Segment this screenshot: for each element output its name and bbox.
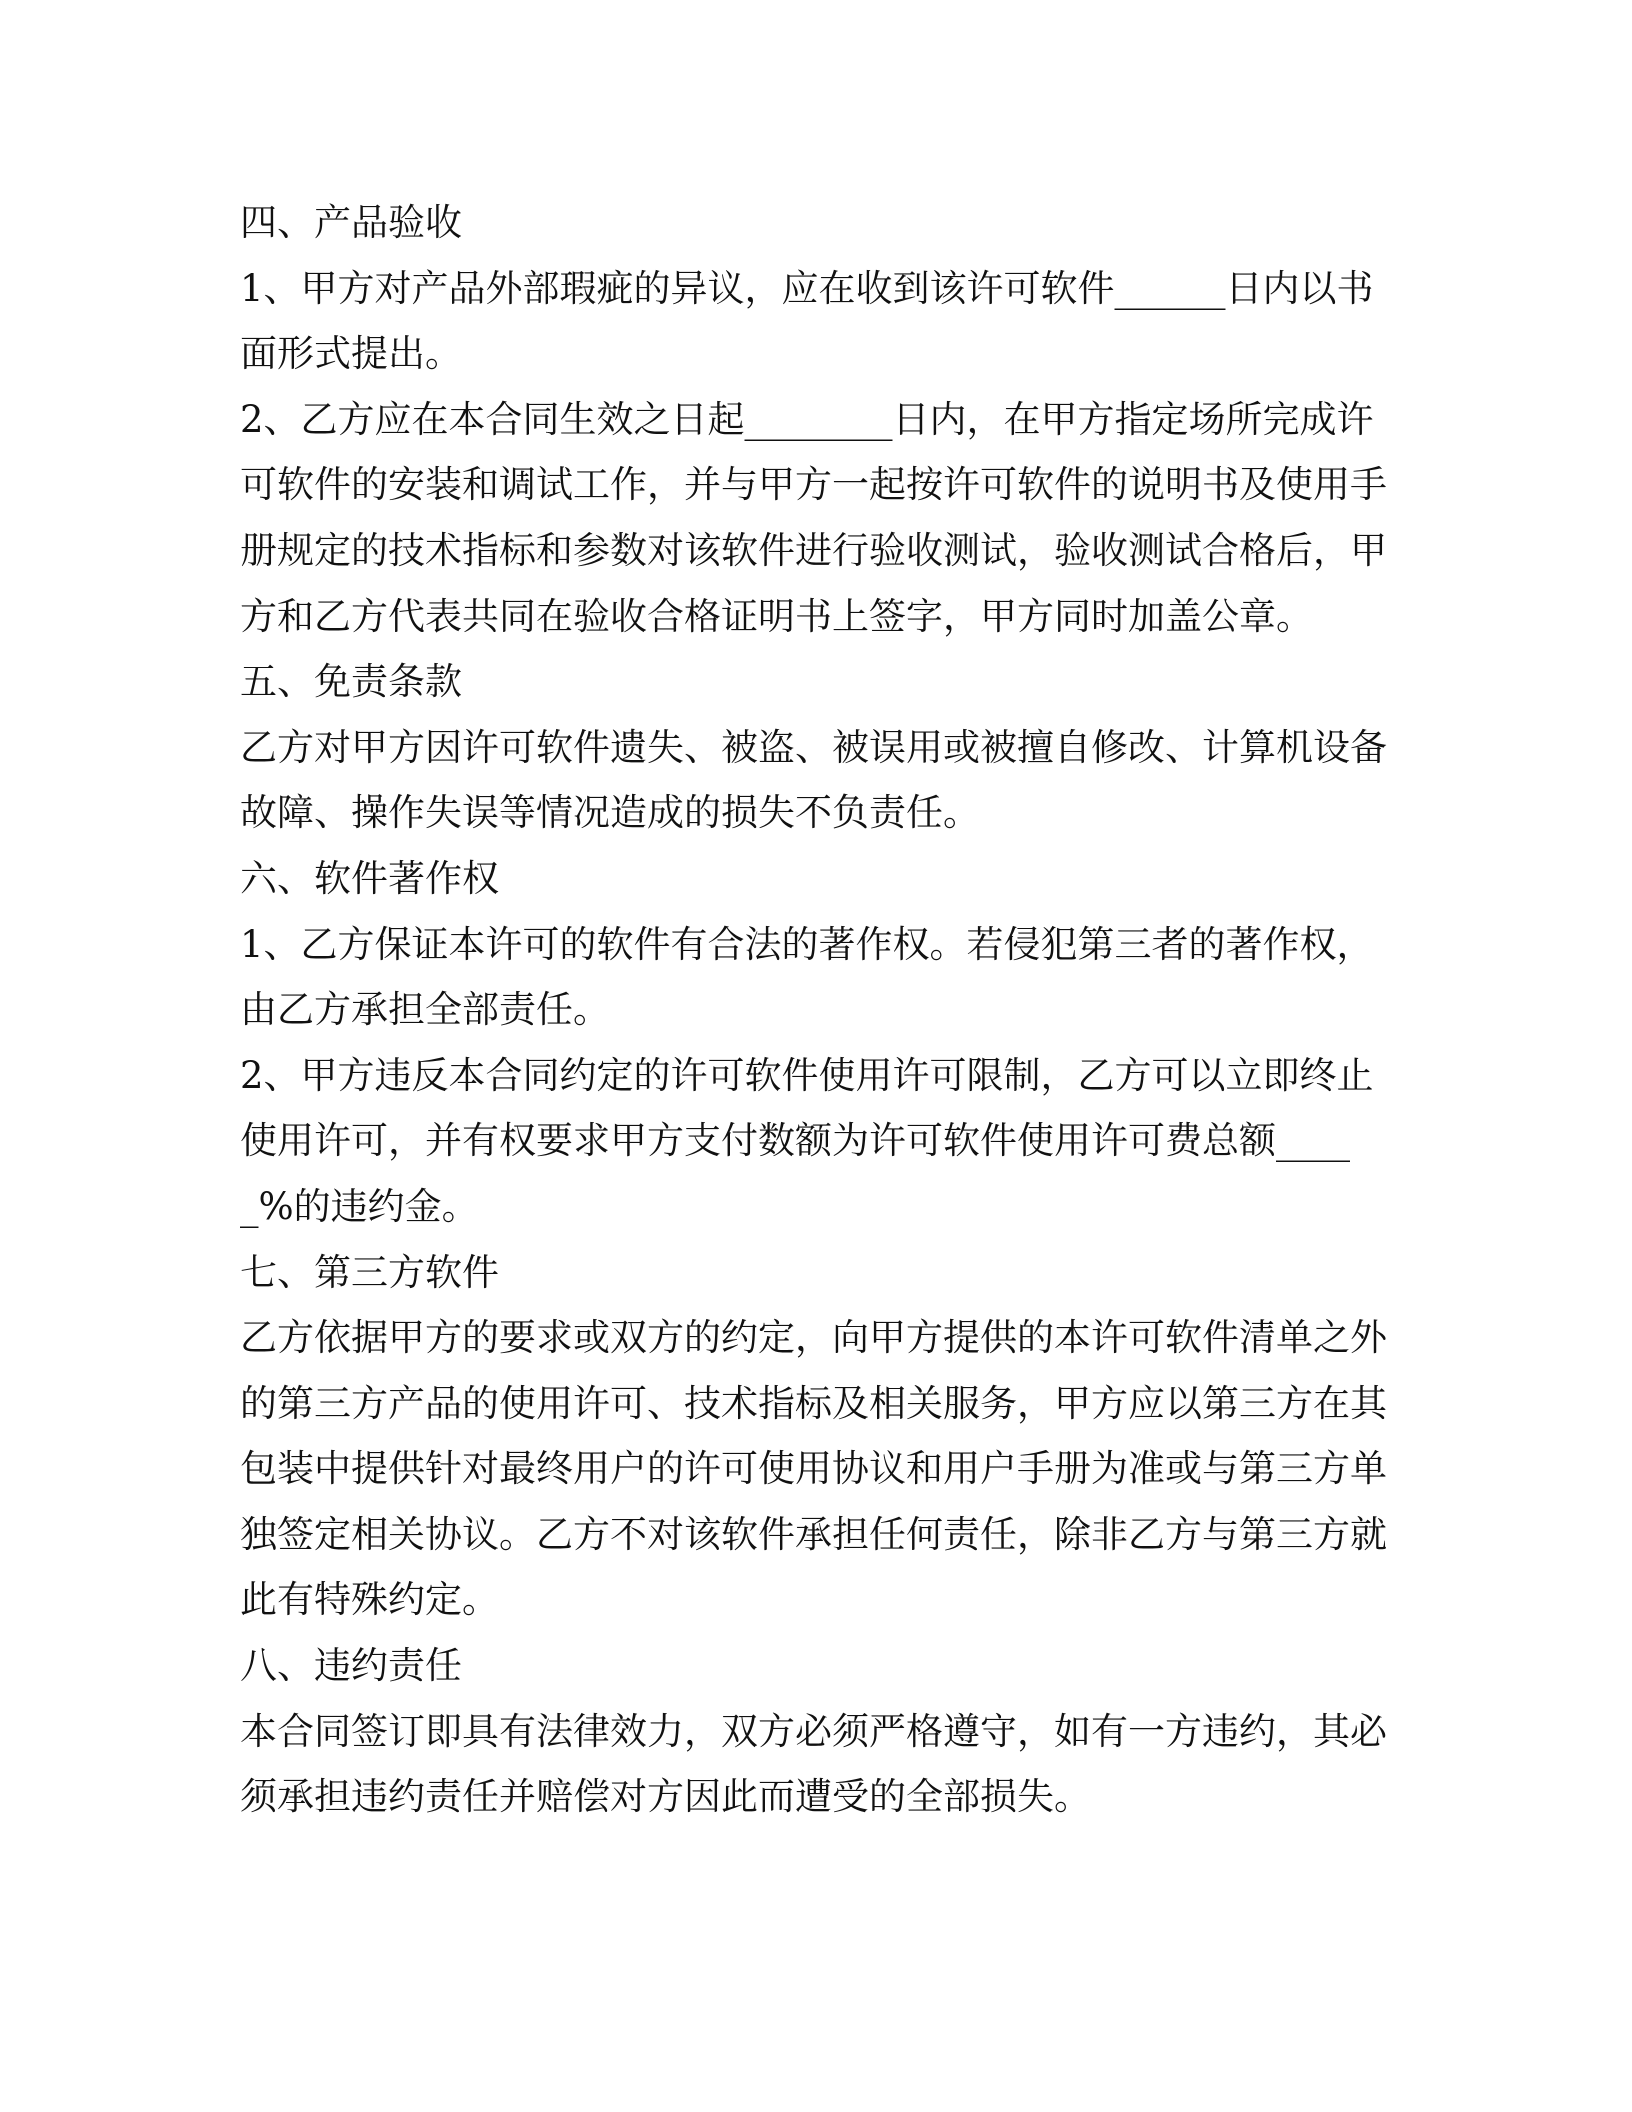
paragraph-acceptance-2: 2、乙方应在本合同生效之日起________日内，在甲方指定场所完成许可软件的安装和调试工作，并与甲方一起按许可软件的说明书及使用手册规定的技术指标和参数对该软件进行验收测试，验收测试合格后，甲方和乙方代表共同在验收合格证明书上签字，甲方同时加盖公章。 xyxy=(240,397,1387,638)
section-heading-liability: 八、违约责任 xyxy=(240,1644,462,1688)
paragraph-copyright-1: 1、乙方保证本许可的软件有合法的著作权。若侵犯第三者的著作权，由乙方承担全部责任。 xyxy=(240,922,1374,1032)
paragraph-copyright-2: 2、甲方违反本合同约定的许可软件使用许可限制，乙方可以立即终止使用许可，并有权要求甲方支付数额为许可软件使用许可费总额_____%的违约金。 xyxy=(240,1053,1374,1228)
paragraph-disclaimer-1: 乙方对甲方因许可软件遗失、被盗、被误用或被擅自修改、计算机设备故障、操作失误等情况造成的损失不负责任。 xyxy=(240,725,1387,835)
section-heading-acceptance: 四、产品验收 xyxy=(240,201,462,244)
paragraph-liability-1: 本合同签订即具有法律效力，双方必须严格遵守，如有一方违约，其必须承担违约责任并赔偿对方因此而遭受的全部损失。 xyxy=(240,1709,1387,1819)
document-body xyxy=(240,190,1390,1830)
paragraph-third-party-1: 乙方依据甲方的要求或双方的约定，向甲方提供的本许可软件清单之外的第三方产品的使用许可、技术指标及相关服务，甲方应以第三方在其包装中提供针对最终用户的许可使用协议和用户手册为准或与第三方单独签定相关协议。乙方不对该软件承担任何责任，除非乙方与第三方就此有特殊约定。 xyxy=(240,1316,1387,1622)
paragraph-acceptance-1: 1、甲方对产品外部瑕疵的异议，应在收到该许可软件______日内以书面形式提出。 xyxy=(240,266,1374,376)
section-heading-third-party: 七、第三方软件 xyxy=(240,1250,499,1294)
section-heading-copyright: 六、软件著作权 xyxy=(240,856,499,900)
section-heading-disclaimer: 五、免责条款 xyxy=(240,660,462,704)
